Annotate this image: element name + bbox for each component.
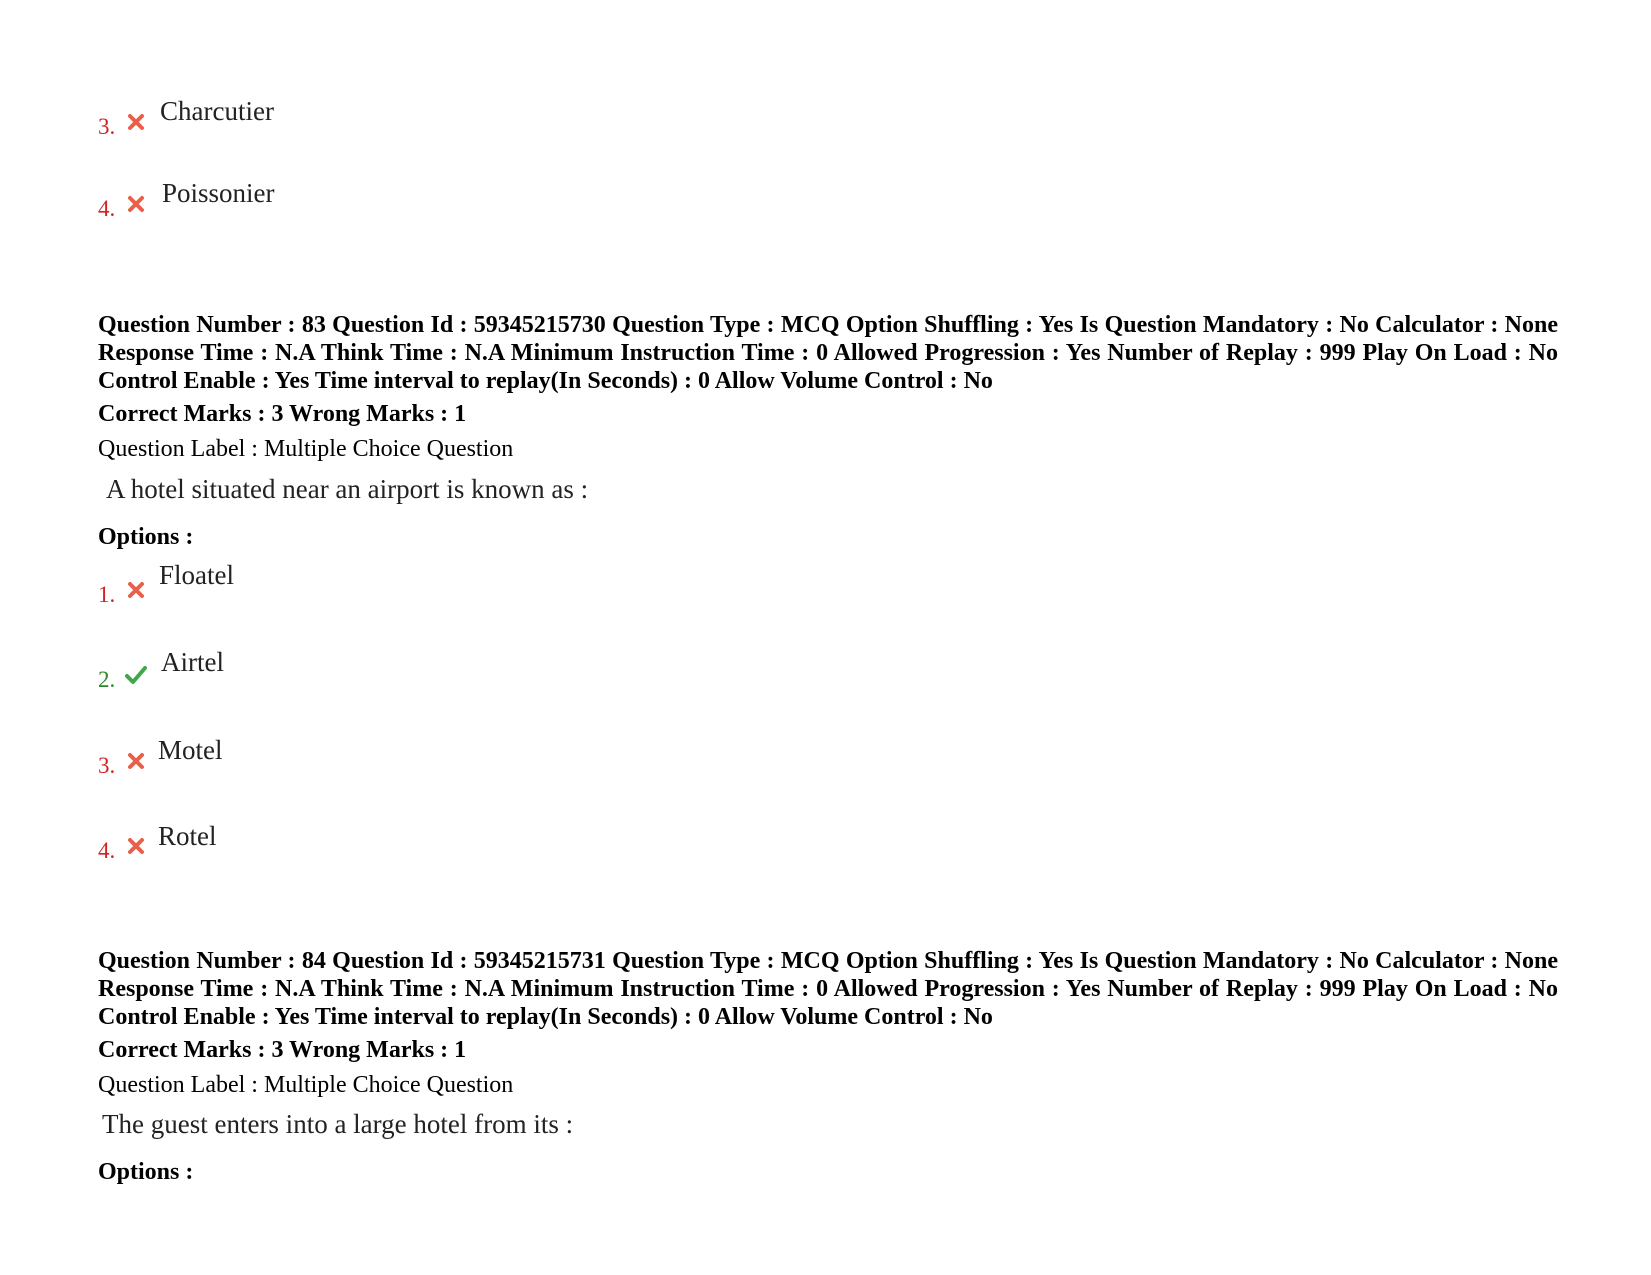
question-meta: Question Number : 84 Question Id : 59345215731 Question Type : MCQ Option Shuffling : Yes Is Question Mandatory : No Calculator : None Response Time : N.A Think Time : N.A Minimum Instruction Time : 0 Allowed Progression : Yes Number of Replay : 999 Play On Load : No Control Enable : Yes Time interval to replay(In Seconds) : 0 Allow Volume Control : No	[98, 948, 1558, 1030]
check-icon	[124, 664, 148, 686]
question-marks: Correct Marks : 3 Wrong Marks : 1	[98, 1037, 467, 1063]
option-row	[98, 560, 698, 610]
question-marks: Correct Marks : 3 Wrong Marks : 1	[98, 401, 467, 427]
question-meta: Question Number : 83 Question Id : 59345215730 Question Type : MCQ Option Shuffling : Yes Is Question Mandatory : No Calculator : None Response Time : N.A Think Time : N.A Minimum Instruction Time : 0 Allowed Progression : Yes Number of Replay : 999 Play On Load : No Control Enable : Yes Time interval to replay(In Seconds) : 0 Allow Volume Control : No	[98, 312, 1558, 394]
cross-icon	[126, 194, 146, 214]
question-text: The guest enters into a large hotel from its :	[102, 1109, 574, 1139]
option-text: Motel	[158, 735, 223, 765]
options-heading: Options :	[98, 1159, 194, 1185]
option-text: Poissonier	[162, 178, 275, 208]
option-number: 2.	[98, 667, 116, 692]
option-text: Charcutier	[160, 96, 274, 126]
option-number: 3.	[98, 114, 116, 139]
question-text: A hotel situated near an airport is known as :	[106, 474, 589, 504]
option-row	[98, 647, 698, 700]
cross-icon	[126, 580, 146, 600]
option-text: Rotel	[158, 821, 217, 851]
question-label: Question Label : Multiple Choice Question	[98, 1072, 514, 1098]
cross-icon	[126, 112, 146, 132]
option-row	[98, 96, 698, 146]
option-number: 3.	[98, 753, 116, 778]
option-number: 4.	[98, 838, 116, 863]
cross-icon	[126, 836, 146, 856]
option-text: Floatel	[159, 560, 234, 590]
option-row	[98, 178, 698, 228]
question-label: Question Label : Multiple Choice Question	[98, 436, 514, 462]
option-text: Airtel	[161, 647, 224, 677]
cross-icon	[126, 751, 146, 771]
option-number: 4.	[98, 196, 116, 221]
option-row	[98, 822, 698, 872]
options-heading: Options :	[98, 524, 194, 550]
option-row	[98, 735, 698, 785]
option-number: 1.	[98, 582, 116, 607]
